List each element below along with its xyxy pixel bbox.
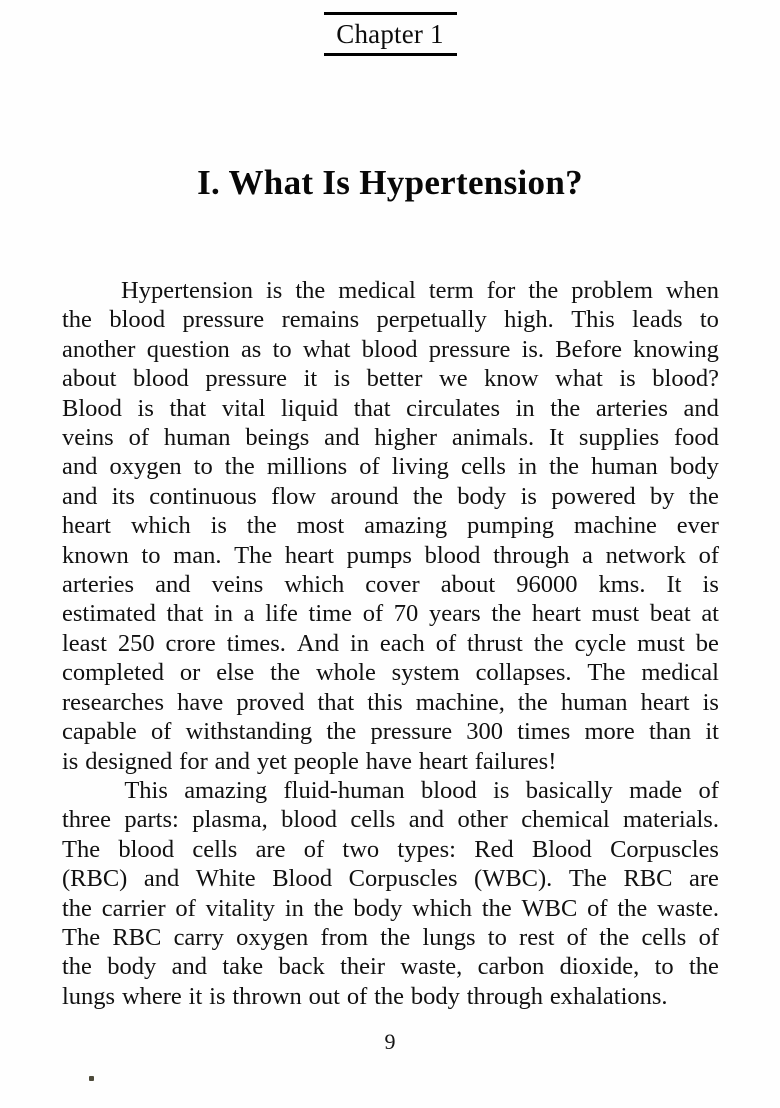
word: body [107,953,157,981]
word: pressure [182,306,265,334]
text-line [62,835,719,864]
word: the [62,953,92,981]
word: kms. [598,571,646,599]
word: cycle [574,629,627,657]
word: blood [133,365,189,393]
word: pressure [370,718,453,746]
word: heart [62,512,111,540]
word: powered [551,482,636,510]
word: liquid [280,394,339,422]
word: waste. [657,894,719,922]
text-line [62,305,719,334]
word: of [587,894,608,922]
word: RBC [623,865,673,893]
word: medical [641,659,719,687]
word: is [137,394,154,422]
word: of [303,835,325,863]
word: other [457,806,508,834]
text-line [62,952,719,981]
word: And [296,629,340,657]
word: the [374,982,405,1010]
word: carbon [477,953,545,981]
word: amazing [364,512,448,540]
word: WBC [521,894,578,922]
word: and [408,806,445,834]
word: which [130,512,191,540]
word: Red [474,835,514,863]
word: and [143,865,180,893]
word: dioxide, [559,953,640,981]
word: the [533,629,564,657]
word: waste, [400,953,463,981]
word: to [487,923,507,951]
word: arteries [595,394,668,422]
word: food [673,424,719,452]
text-line [62,452,719,481]
word: failures! [474,747,557,775]
running-head [0,12,780,56]
word: flow [271,482,317,510]
word: back [278,953,325,981]
word: Corpuscles [610,835,719,863]
word: whole [315,659,376,687]
word: term [428,277,474,304]
word: the [62,306,92,334]
word: to [699,306,719,334]
word: is [209,982,226,1010]
text-line [62,599,719,628]
word: fluid-human [283,776,405,804]
word: people [293,747,359,775]
word: The [234,541,273,569]
word: the [313,894,344,922]
paragraph-1 [62,276,719,776]
paragraph-indent [62,776,108,805]
word: around [330,482,399,510]
word: veins [62,424,114,452]
word: blood [361,335,418,363]
running-head-rule-bottom [324,53,457,56]
word: life [265,600,298,628]
page-title: I. What Is Hypertension? [197,163,583,203]
word: carrier [101,894,166,922]
word: what [555,365,603,393]
word: from [320,923,369,951]
word: the [617,894,648,922]
text-line [62,335,719,364]
word: this [367,688,403,716]
word: higher [374,424,437,452]
word: the [246,512,277,540]
word: thrust [467,629,523,657]
word: and [62,453,98,481]
word: years [428,600,481,628]
word: cells [192,835,238,863]
word: the [550,394,581,422]
word: This [571,306,615,334]
word: continuous [149,482,257,510]
word: in [515,394,535,422]
word: designed [85,747,173,775]
word: that [166,600,204,628]
word: proved [236,688,305,716]
word: The [62,835,101,863]
word: must [591,600,640,628]
word: the [481,894,512,922]
word: is [210,512,227,540]
word: crore [165,629,216,657]
word: or [179,659,201,687]
word: time [308,600,353,628]
word: This [124,776,168,804]
word: is [619,365,636,393]
text-line [62,717,719,746]
word: of [359,453,380,481]
word: 250 [117,629,155,657]
word: arteries [62,571,135,599]
word: heart [418,747,468,775]
word: blood [424,541,481,569]
word: cover [365,571,420,599]
word: millions [266,453,348,481]
word: is [520,482,537,510]
word: high. [504,306,554,334]
text-line [62,482,719,511]
word: better [366,365,423,393]
word: to [654,953,674,981]
word: two [342,835,380,863]
word: blood [420,776,477,804]
word: must [637,629,685,657]
word: three [62,806,111,834]
word: parts: [124,806,179,834]
text-line [62,276,719,305]
word: and [62,482,98,510]
word: known [62,541,129,569]
word: knowing [633,335,719,363]
text-line [62,688,719,717]
word: is. [521,335,545,363]
word: is [266,277,283,304]
word: veins [211,571,264,599]
word: thrown [232,982,302,1010]
word: human [591,453,658,481]
word: of [362,600,384,628]
word: cells [350,806,396,834]
word: pressure [428,335,511,363]
word: have [177,688,224,716]
word: lungs [422,923,476,951]
scan-speck-artifact [89,1076,94,1081]
text-line [62,894,719,923]
word: machine, [415,688,505,716]
word: and [155,571,191,599]
word: its [111,482,135,510]
word: Corpuscles [348,865,458,893]
word: is [62,747,79,775]
word: a [582,541,593,569]
word: rest [519,923,555,951]
word: of [566,923,588,951]
word: of [346,982,368,1010]
word: made [629,776,683,804]
word: times. [226,629,286,657]
word: the [689,953,719,981]
word: cells [460,453,506,481]
word: through [493,541,570,569]
word: heart [531,600,581,628]
word: leads [632,306,683,334]
word: types: [397,835,456,863]
word: vitality [205,894,276,922]
text-line [62,658,719,687]
word: plasma, [192,806,268,834]
word: amazing [184,776,268,804]
text-line [62,805,719,834]
text-line [62,423,719,452]
word: pumping [466,512,555,540]
word: it [188,982,203,1010]
word: about [62,365,117,393]
word: of [150,718,172,746]
word: 96000 [516,571,578,599]
word: It [549,424,564,452]
word: system [391,659,460,687]
text-line [62,923,719,952]
word: where [121,982,182,1010]
word: The [62,923,101,951]
paragraph-2 [62,776,719,1011]
word: the [528,277,559,304]
word: the [295,277,326,304]
word: out [308,982,340,1010]
word: it [705,718,719,746]
word: blood [109,306,166,334]
word: is [702,571,719,599]
word: have [365,747,413,775]
word: the [62,894,92,922]
text-line [62,629,719,658]
text-line [62,982,719,1011]
word: what [302,335,351,363]
word: collapses. [475,659,572,687]
word: take [222,953,264,981]
word: ever [676,512,719,540]
word: materials. [623,806,719,834]
word: the [599,923,630,951]
word: than [648,718,692,746]
word: human [163,424,231,452]
word: is [702,688,719,716]
word: beings [245,424,310,452]
word: man. [173,541,222,569]
word: their [340,953,385,981]
word: human [560,688,628,716]
word: lungs [62,982,116,1010]
word: to [141,541,161,569]
word: supplies [578,424,660,452]
word: a [243,600,255,628]
word: circulates [406,394,500,422]
word: Blood [62,394,122,422]
word: more [584,718,635,746]
page-number: 9 [384,1029,396,1054]
word: and [683,394,719,422]
word: oxygen [109,453,182,481]
word: medical [338,277,416,304]
word: are [255,835,286,863]
word: which [284,571,345,599]
word: of [698,923,719,951]
word: It [666,571,682,599]
word: each [379,629,425,657]
word: oxygen [236,923,309,951]
word: pressure [205,365,288,393]
text-line [62,776,719,805]
word: completed [62,659,165,687]
word: the [270,659,301,687]
word: Blood [272,865,333,893]
word: exhalations. [549,982,668,1010]
word: Blood [531,835,592,863]
word: perpetually [376,306,487,334]
word: to [193,453,213,481]
word: body [353,894,403,922]
word: 300 [466,718,504,746]
text-line [62,570,719,599]
word: blood [281,806,337,834]
word: of [698,776,719,804]
word: in [517,453,538,481]
word: at [701,600,719,628]
word: the [549,453,580,481]
word: pumps [346,541,412,569]
word: for [486,277,516,304]
word: chemical [521,806,610,834]
word: that [169,394,207,422]
word: estimated [62,600,156,628]
word: blood? [652,365,719,393]
word: cells [641,923,687,951]
word: and [324,424,360,452]
word: animals. [451,424,535,452]
word: Hypertension [121,277,253,304]
word: by [650,482,675,510]
word: beat [649,600,691,628]
word: through [466,982,543,1010]
word: of [128,424,149,452]
word: The [568,865,607,893]
word: the [517,688,548,716]
word: question [146,335,230,363]
word: living [391,453,449,481]
text-line [62,747,719,776]
word: that [353,394,391,422]
word: know [484,365,539,393]
word: yet [256,747,287,775]
word: carry [173,923,224,951]
word: and [214,747,250,775]
word: another [62,335,136,363]
text-line [62,541,719,570]
text-line [62,394,719,423]
word: blood [118,835,175,863]
word: are [689,865,719,893]
text-line [62,864,719,893]
word: least [62,629,107,657]
word: problem [571,277,653,304]
word: the [224,453,255,481]
word: heart [284,541,334,569]
word: the [491,600,522,628]
word: (RBC) [62,865,128,893]
word: which [412,894,473,922]
word: in [284,894,304,922]
word: as [240,335,262,363]
word: we [439,365,468,393]
word: the [380,923,411,951]
word: and [171,953,207,981]
word: White [195,865,256,893]
word: it [303,365,318,393]
text-line [62,511,719,540]
word: RBC [112,923,162,951]
word: body [410,982,460,1010]
word: of [435,629,457,657]
word: remains [281,306,360,334]
word: be [695,629,719,657]
word: else [216,659,255,687]
word: machine [573,512,657,540]
word: 70 [393,600,419,628]
word: Before [555,335,622,363]
paragraph-indent [62,276,108,305]
word: network [605,541,686,569]
word: the [326,718,357,746]
word: researches [62,688,165,716]
word: times [517,718,571,746]
word: is [493,776,510,804]
chapter-label: Chapter 1 [336,19,444,49]
word: of [175,894,196,922]
word: in [213,600,234,628]
word: basically [525,776,613,804]
word: vital [221,394,266,422]
word: The [587,659,626,687]
word: in [349,629,369,657]
word: is [333,365,351,393]
word: most [296,512,345,540]
word: that [317,688,355,716]
word: heart [640,688,690,716]
word: the [412,482,443,510]
word: capable [62,718,137,746]
word: for [179,747,208,775]
word: the [688,482,719,510]
word: to [272,335,292,363]
word: (WBC). [474,865,553,893]
word: when [665,277,719,304]
word: body [457,482,507,510]
word: withstanding [185,718,313,746]
word: about [440,571,496,599]
body-text [62,276,719,1011]
word: of [698,541,719,569]
word: body [669,453,719,481]
text-line [62,364,719,393]
